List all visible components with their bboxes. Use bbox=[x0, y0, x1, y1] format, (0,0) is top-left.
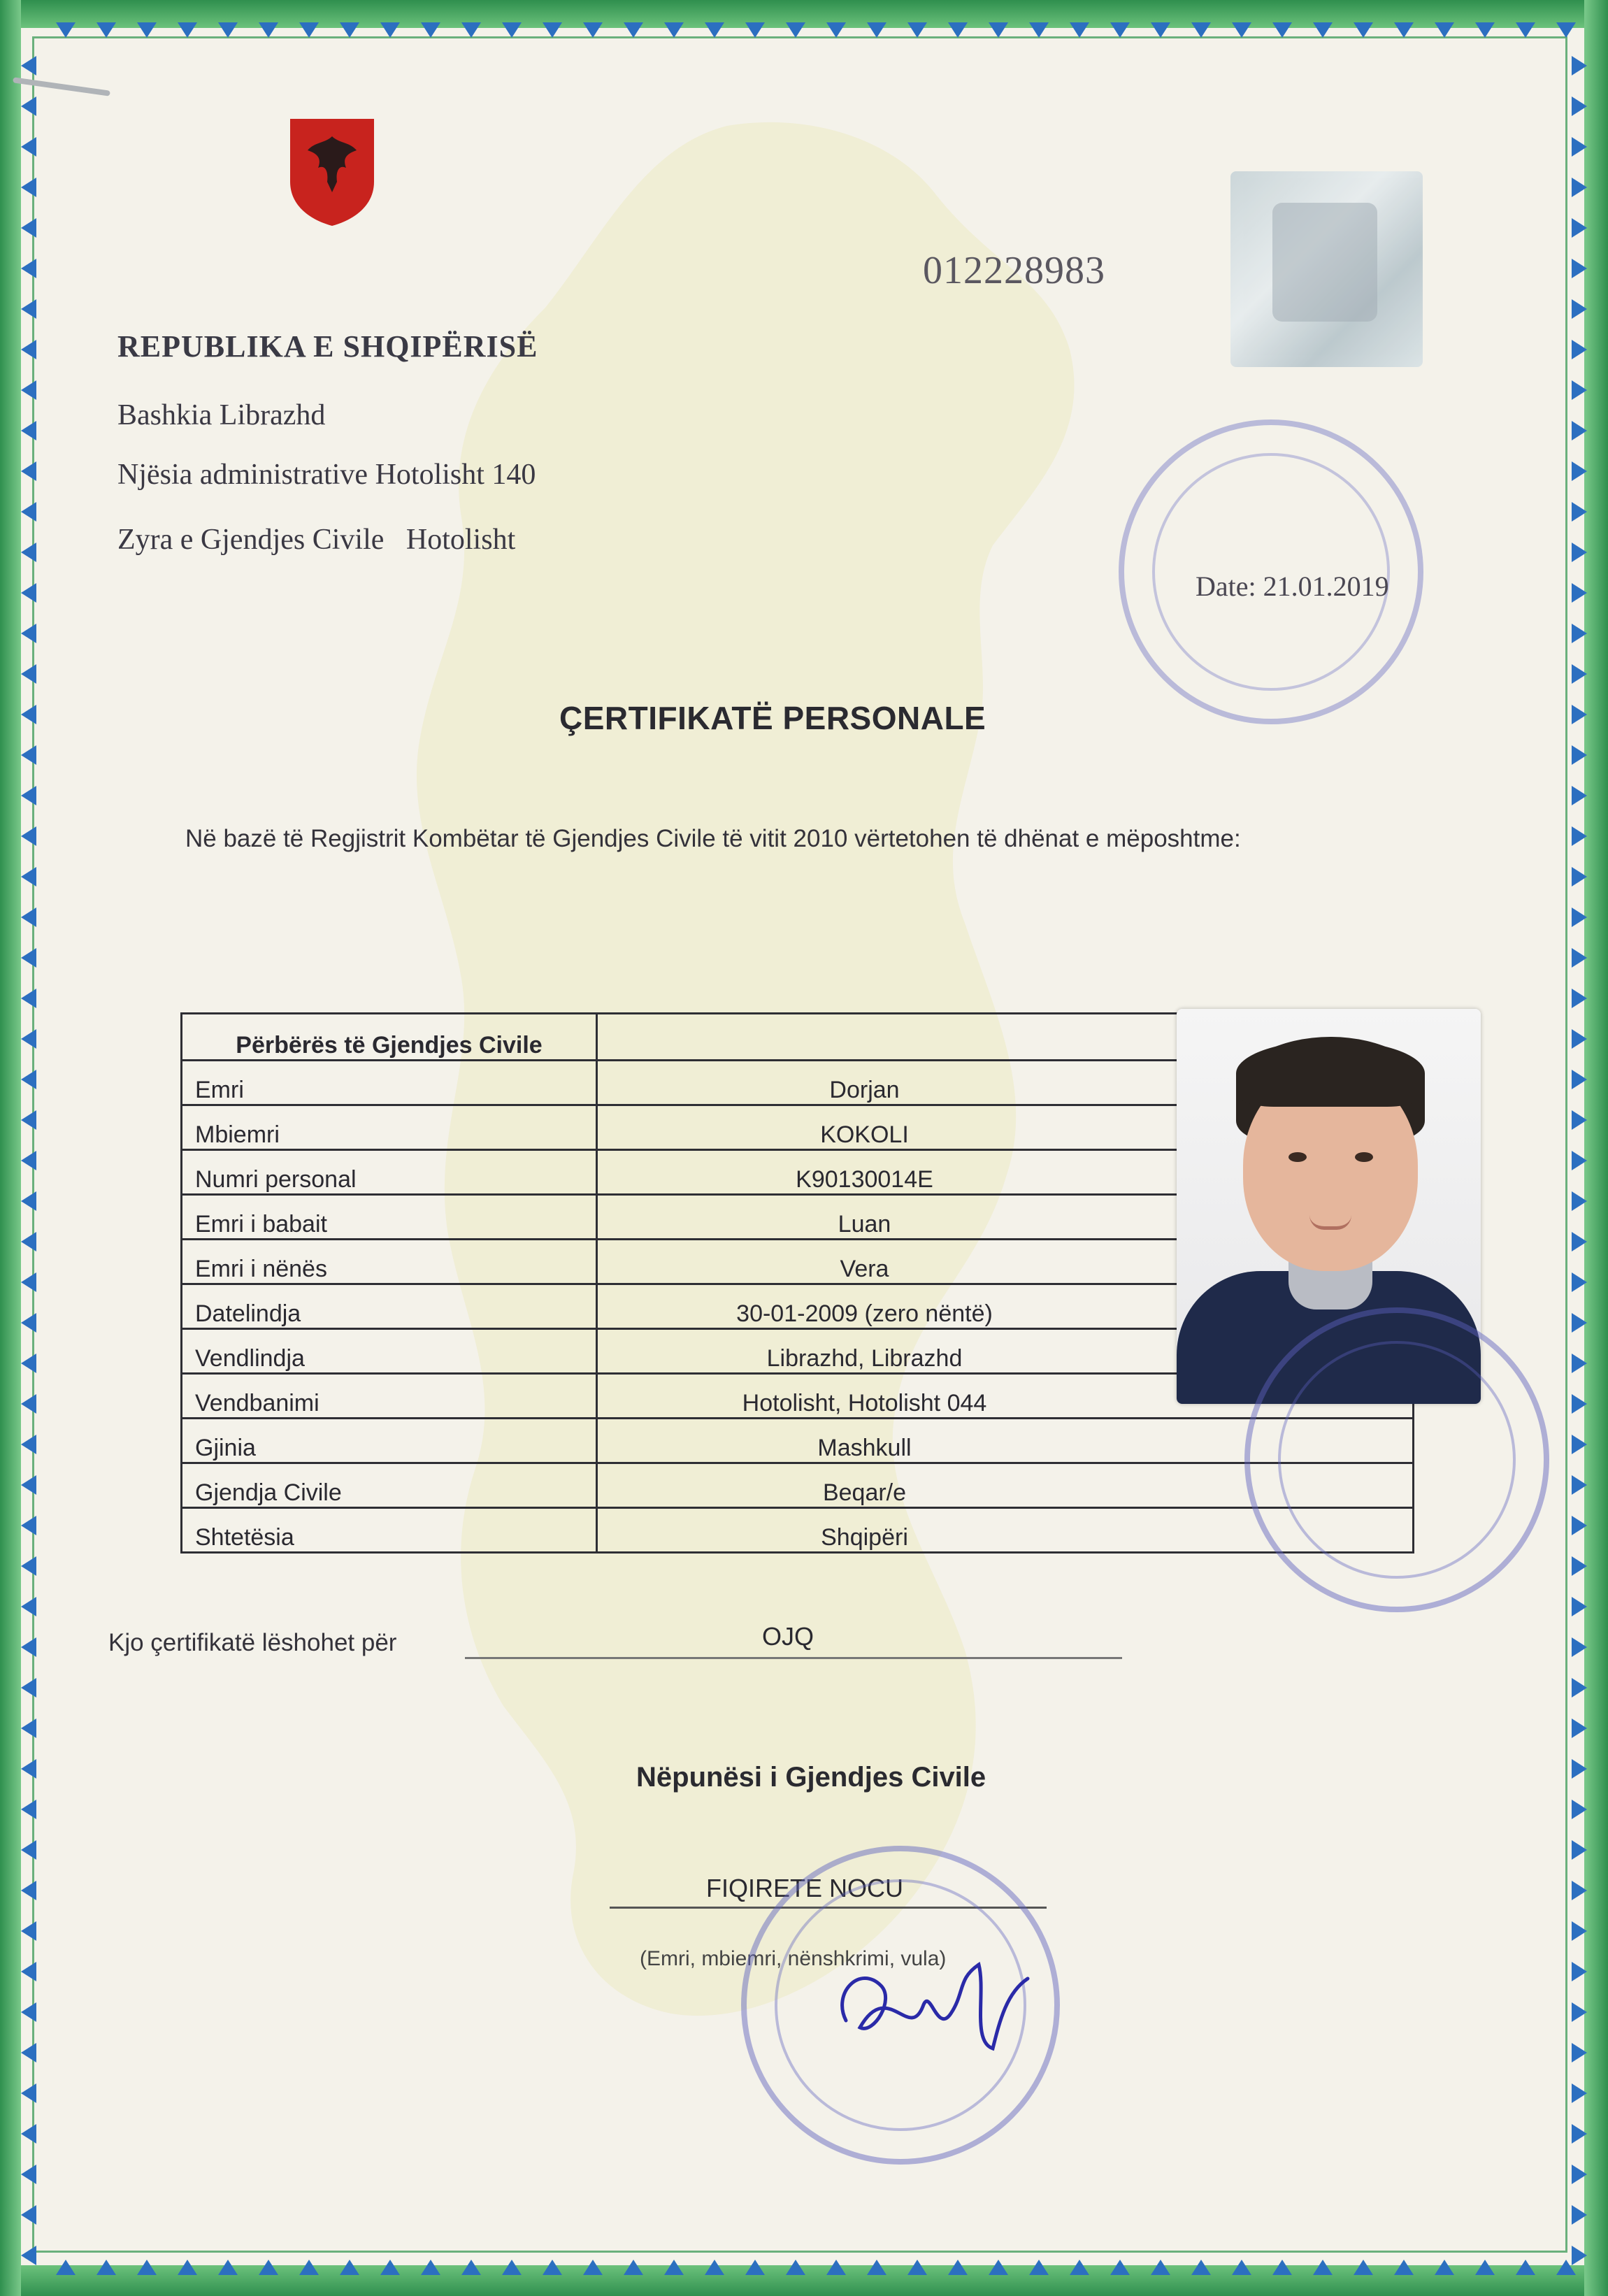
border-triangle bbox=[1151, 22, 1170, 38]
field-value: Shqipëri bbox=[597, 1508, 1414, 1553]
border-triangle bbox=[1029, 22, 1049, 38]
border-triangle bbox=[21, 1110, 36, 1130]
border-triangle bbox=[21, 299, 36, 319]
border-triangle bbox=[1572, 1475, 1587, 1495]
field-label: Gjinia bbox=[182, 1419, 597, 1463]
border-triangle bbox=[624, 22, 643, 38]
border-triangle bbox=[21, 948, 36, 968]
border-triangle bbox=[705, 2260, 724, 2275]
border-triangle bbox=[1070, 2260, 1089, 2275]
border-triangle bbox=[1516, 22, 1535, 38]
border-triangle bbox=[21, 2124, 36, 2144]
field-value: Vera bbox=[597, 1240, 1414, 1284]
border-triangle bbox=[21, 421, 36, 440]
border-triangle bbox=[21, 178, 36, 197]
border-triangle bbox=[1572, 2165, 1587, 2184]
header-municipality: Bashkia Librazhd bbox=[117, 399, 326, 431]
border-triangle bbox=[137, 22, 157, 38]
border-triangle bbox=[21, 1881, 36, 1900]
border-triangle bbox=[1313, 2260, 1333, 2275]
border-triangle bbox=[1572, 624, 1587, 643]
border-triangle bbox=[1232, 2260, 1251, 2275]
border-triangle bbox=[989, 2260, 1008, 2275]
table-header-cell: Përbërës të Gjendjes Civile bbox=[182, 1014, 597, 1061]
border-triangle bbox=[21, 826, 36, 846]
border-triangle bbox=[1572, 1800, 1587, 1819]
field-value: K90130014E bbox=[597, 1150, 1414, 1195]
border-triangle bbox=[1572, 1962, 1587, 1981]
border-triangle bbox=[989, 22, 1008, 38]
border-triangle bbox=[1572, 1719, 1587, 1738]
border-triangle bbox=[1394, 22, 1414, 38]
field-value: Mashkull bbox=[597, 1419, 1414, 1463]
border-triangle bbox=[1313, 22, 1333, 38]
border-triangle bbox=[96, 22, 116, 38]
field-label: Datelindja bbox=[182, 1284, 597, 1329]
border-triangle bbox=[1572, 1516, 1587, 1535]
border-triangle bbox=[21, 664, 36, 684]
border-triangle bbox=[1572, 583, 1587, 603]
border-triangle bbox=[21, 502, 36, 522]
border-triangle bbox=[21, 1962, 36, 1981]
border-triangle bbox=[1572, 56, 1587, 76]
field-label: Vendlindja bbox=[182, 1329, 597, 1374]
border-triangle bbox=[1191, 2260, 1211, 2275]
border-triangle bbox=[380, 22, 400, 38]
admin-unit-label: Njësia administrative bbox=[117, 459, 368, 491]
field-label: Vendbanimi bbox=[182, 1374, 597, 1419]
border-triangle bbox=[21, 340, 36, 359]
border-triangle bbox=[1572, 1232, 1587, 1251]
border-triangle bbox=[502, 22, 522, 38]
border-triangle bbox=[56, 22, 76, 38]
border-triangle bbox=[1435, 2260, 1454, 2275]
officer-hint: (Emri, mbiemri, nënshkrimi, vula) bbox=[640, 1947, 947, 1970]
field-value: Dorjan bbox=[597, 1061, 1414, 1105]
border-triangle bbox=[1572, 1191, 1587, 1211]
border-triangle bbox=[178, 2260, 197, 2275]
border-triangle bbox=[21, 1556, 36, 1576]
border-triangle bbox=[21, 1759, 36, 1779]
border-triangle bbox=[543, 22, 562, 38]
border-triangle bbox=[218, 22, 238, 38]
border-triangle bbox=[21, 1475, 36, 1495]
border-triangle bbox=[786, 22, 805, 38]
border-triangle bbox=[1354, 2260, 1373, 2275]
border-triangle bbox=[21, 1272, 36, 1292]
border-triangle bbox=[299, 2260, 319, 2275]
border-triangle bbox=[1572, 2002, 1587, 2022]
border-triangle bbox=[786, 2260, 805, 2275]
field-value: Hotolisht, Hotolisht 044 bbox=[597, 1374, 1414, 1419]
border-triangle bbox=[1572, 96, 1587, 116]
border-triangle bbox=[1572, 2205, 1587, 2225]
border-triangle bbox=[1572, 1070, 1587, 1089]
border-triangle bbox=[21, 1029, 36, 1049]
border-triangle bbox=[21, 1637, 36, 1657]
issued-for-value: OJQ bbox=[762, 1622, 814, 1651]
border-triangle bbox=[340, 2260, 359, 2275]
border-triangle bbox=[21, 1516, 36, 1535]
border-triangle bbox=[624, 2260, 643, 2275]
border-triangle bbox=[1572, 1840, 1587, 1860]
border-triangle bbox=[1572, 867, 1587, 887]
border-triangle bbox=[1572, 1313, 1587, 1333]
border-triangle bbox=[826, 2260, 846, 2275]
border-triangle bbox=[583, 22, 603, 38]
border-triangle bbox=[1394, 2260, 1414, 2275]
field-label: Emri bbox=[182, 1061, 597, 1105]
border-triangle bbox=[21, 1840, 36, 1860]
border-triangle bbox=[1354, 22, 1373, 38]
border-triangle bbox=[1572, 907, 1587, 927]
security-hologram bbox=[1230, 171, 1423, 367]
border-triangle bbox=[21, 2246, 36, 2265]
border-triangle bbox=[1556, 22, 1576, 38]
border-triangle bbox=[1572, 2043, 1587, 2062]
border-triangle bbox=[1475, 2260, 1495, 2275]
border-triangle bbox=[1572, 1921, 1587, 1941]
border-triangle bbox=[948, 2260, 968, 2275]
border-triangle bbox=[1572, 1354, 1587, 1373]
serial-number: 012228983 bbox=[923, 249, 1105, 292]
border-triangle bbox=[259, 2260, 278, 2275]
border-triangle bbox=[1572, 1881, 1587, 1900]
field-value: Librazhd, Librazhd bbox=[597, 1329, 1414, 1374]
field-value: KOKOLI bbox=[597, 1105, 1414, 1150]
border-triangle bbox=[21, 218, 36, 238]
border-triangle bbox=[21, 989, 36, 1008]
field-value: 30-01-2009 (zero nëntë) bbox=[597, 1284, 1414, 1329]
border-triangle bbox=[1572, 178, 1587, 197]
table-row bbox=[182, 1463, 1414, 1508]
border-triangle bbox=[867, 22, 886, 38]
border-triangle bbox=[21, 745, 36, 765]
border-triangle bbox=[1572, 2124, 1587, 2144]
border-triangle bbox=[21, 624, 36, 643]
border-triangle bbox=[1516, 2260, 1535, 2275]
border-triangle bbox=[1572, 218, 1587, 238]
handwritten-signature bbox=[818, 1937, 1042, 2076]
border-triangle bbox=[664, 22, 684, 38]
border-triangle bbox=[745, 2260, 765, 2275]
border-triangle bbox=[1272, 22, 1292, 38]
border-triangle bbox=[380, 2260, 400, 2275]
border-triangle bbox=[1232, 22, 1251, 38]
border-triangle bbox=[21, 2205, 36, 2225]
border-triangle bbox=[1572, 1029, 1587, 1049]
admin-unit-value: Hotolisht 140 bbox=[375, 459, 536, 491]
official-stamp-right bbox=[1244, 1307, 1549, 1612]
border-triangle bbox=[1572, 543, 1587, 562]
border-triangle bbox=[21, 259, 36, 278]
border-triangle bbox=[1572, 1151, 1587, 1170]
field-label: Emri i babait bbox=[182, 1195, 597, 1240]
border-triangle bbox=[867, 2260, 886, 2275]
border-triangle bbox=[1572, 502, 1587, 522]
border-triangle bbox=[907, 22, 927, 38]
field-label: Gjendja Civile bbox=[182, 1463, 597, 1508]
border-triangle bbox=[1572, 299, 1587, 319]
issued-for-label: Kjo çertifikatë lëshohet për bbox=[108, 1629, 397, 1656]
border-triangle bbox=[21, 1232, 36, 1251]
border-triangle bbox=[1572, 421, 1587, 440]
office-label: Zyra e Gjendjes Civile bbox=[117, 524, 385, 556]
border-triangle bbox=[1572, 1394, 1587, 1414]
border-triangle bbox=[21, 1151, 36, 1170]
table-row bbox=[182, 1419, 1414, 1463]
border-triangle bbox=[1572, 664, 1587, 684]
border-triangle bbox=[21, 1435, 36, 1454]
border-triangle bbox=[1572, 745, 1587, 765]
officer-title: Nëpunësi i Gjendjes Civile bbox=[636, 1762, 986, 1793]
border-triangle bbox=[137, 2260, 157, 2275]
certificate-title: ÇERTIFIKATË PERSONALE bbox=[559, 700, 986, 736]
border-triangle bbox=[1572, 989, 1587, 1008]
border-triangle bbox=[1572, 2246, 1587, 2265]
border-triangle bbox=[299, 22, 319, 38]
border-triangle bbox=[21, 1394, 36, 1414]
border-triangle bbox=[705, 22, 724, 38]
border-triangle bbox=[1572, 948, 1587, 968]
border-triangle bbox=[340, 22, 359, 38]
border-triangle bbox=[1191, 22, 1211, 38]
office-value: Hotolisht bbox=[405, 524, 516, 556]
border-triangle bbox=[96, 2260, 116, 2275]
border-triangle bbox=[461, 22, 481, 38]
border-triangle bbox=[21, 1719, 36, 1738]
albania-emblem-icon bbox=[287, 115, 378, 227]
border-triangle bbox=[1572, 1272, 1587, 1292]
border-triangle bbox=[178, 22, 197, 38]
border-triangle bbox=[21, 1800, 36, 1819]
border-triangle bbox=[21, 1597, 36, 1616]
border-triangle bbox=[826, 22, 846, 38]
border-triangle bbox=[1572, 705, 1587, 724]
border-triangle bbox=[1572, 1759, 1587, 1779]
border-triangle bbox=[1572, 340, 1587, 359]
border-triangle bbox=[1572, 1435, 1587, 1454]
border-triangle bbox=[421, 22, 440, 38]
border-triangle bbox=[1029, 2260, 1049, 2275]
field-label: Mbiemri bbox=[182, 1105, 597, 1150]
border-triangle bbox=[21, 543, 36, 562]
border-left bbox=[0, 0, 21, 2296]
border-triangle bbox=[1572, 1637, 1587, 1657]
field-label: Shtetësia bbox=[182, 1508, 597, 1553]
border-triangle bbox=[21, 867, 36, 887]
border-triangle bbox=[421, 2260, 440, 2275]
border-triangle bbox=[745, 22, 765, 38]
border-triangle bbox=[21, 380, 36, 400]
border-triangle bbox=[1572, 1110, 1587, 1130]
border-triangle bbox=[21, 1678, 36, 1698]
header-admin-unit bbox=[117, 458, 536, 492]
border-triangle bbox=[1572, 461, 1587, 481]
field-value: Beqar/e bbox=[597, 1463, 1414, 1508]
border-triangle bbox=[1572, 786, 1587, 805]
border-triangle bbox=[21, 2043, 36, 2062]
border-triangle bbox=[1572, 1678, 1587, 1698]
border-triangle bbox=[218, 2260, 238, 2275]
border-triangle bbox=[21, 461, 36, 481]
header-republic: REPUBLIKA E SHQIPËRISË bbox=[117, 329, 538, 364]
border-triangle bbox=[21, 56, 36, 76]
border-triangle bbox=[21, 1921, 36, 1941]
officer-name: FIQIRETE NOCU bbox=[706, 1874, 904, 1902]
border-triangle bbox=[21, 137, 36, 157]
border-triangle bbox=[1572, 2083, 1587, 2103]
border-triangle bbox=[583, 2260, 603, 2275]
border-triangle bbox=[21, 1354, 36, 1373]
border-triangle bbox=[907, 2260, 927, 2275]
issue-date: Date: 21.01.2019 bbox=[1196, 571, 1389, 602]
border-triangle bbox=[21, 1070, 36, 1089]
field-value: Luan bbox=[597, 1195, 1414, 1240]
issued-for-line bbox=[465, 1657, 1122, 1659]
border-triangle bbox=[21, 705, 36, 724]
border-triangle bbox=[1110, 2260, 1130, 2275]
border-triangle bbox=[21, 1191, 36, 1211]
border-triangle bbox=[21, 907, 36, 927]
header-office bbox=[117, 523, 515, 557]
border-triangle bbox=[1572, 259, 1587, 278]
border-triangle bbox=[1572, 1597, 1587, 1616]
border-triangle bbox=[21, 786, 36, 805]
border-triangle bbox=[543, 2260, 562, 2275]
border-triangle bbox=[21, 583, 36, 603]
border-triangle bbox=[664, 2260, 684, 2275]
border-triangle bbox=[1572, 380, 1587, 400]
border-triangle bbox=[1475, 22, 1495, 38]
border-triangle bbox=[21, 2002, 36, 2022]
border-triangle bbox=[1435, 22, 1454, 38]
border-triangle bbox=[259, 22, 278, 38]
border-triangle bbox=[1572, 137, 1587, 157]
border-triangle bbox=[21, 96, 36, 116]
border-triangle bbox=[21, 2083, 36, 2103]
border-triangle bbox=[21, 2165, 36, 2184]
intro-text: Në bazë të Regjistrit Kombëtar të Gjendjes Civile të vitit 2010 vërtetohen të dhënat e mëposhtme: bbox=[185, 825, 1241, 852]
border-triangle bbox=[1272, 2260, 1292, 2275]
border-right bbox=[1584, 0, 1608, 2296]
border-triangle bbox=[1110, 22, 1130, 38]
table-row bbox=[182, 1508, 1414, 1553]
border-triangle bbox=[21, 1313, 36, 1333]
border-triangle bbox=[56, 2260, 76, 2275]
border-triangle bbox=[1070, 22, 1089, 38]
border-triangle bbox=[948, 22, 968, 38]
border-triangle bbox=[1572, 1556, 1587, 1576]
border-triangle bbox=[1572, 826, 1587, 846]
field-label: Numri personal bbox=[182, 1150, 597, 1195]
field-label: Emri i nënës bbox=[182, 1240, 597, 1284]
border-triangle bbox=[502, 2260, 522, 2275]
border-triangle bbox=[461, 2260, 481, 2275]
border-triangle bbox=[1151, 2260, 1170, 2275]
